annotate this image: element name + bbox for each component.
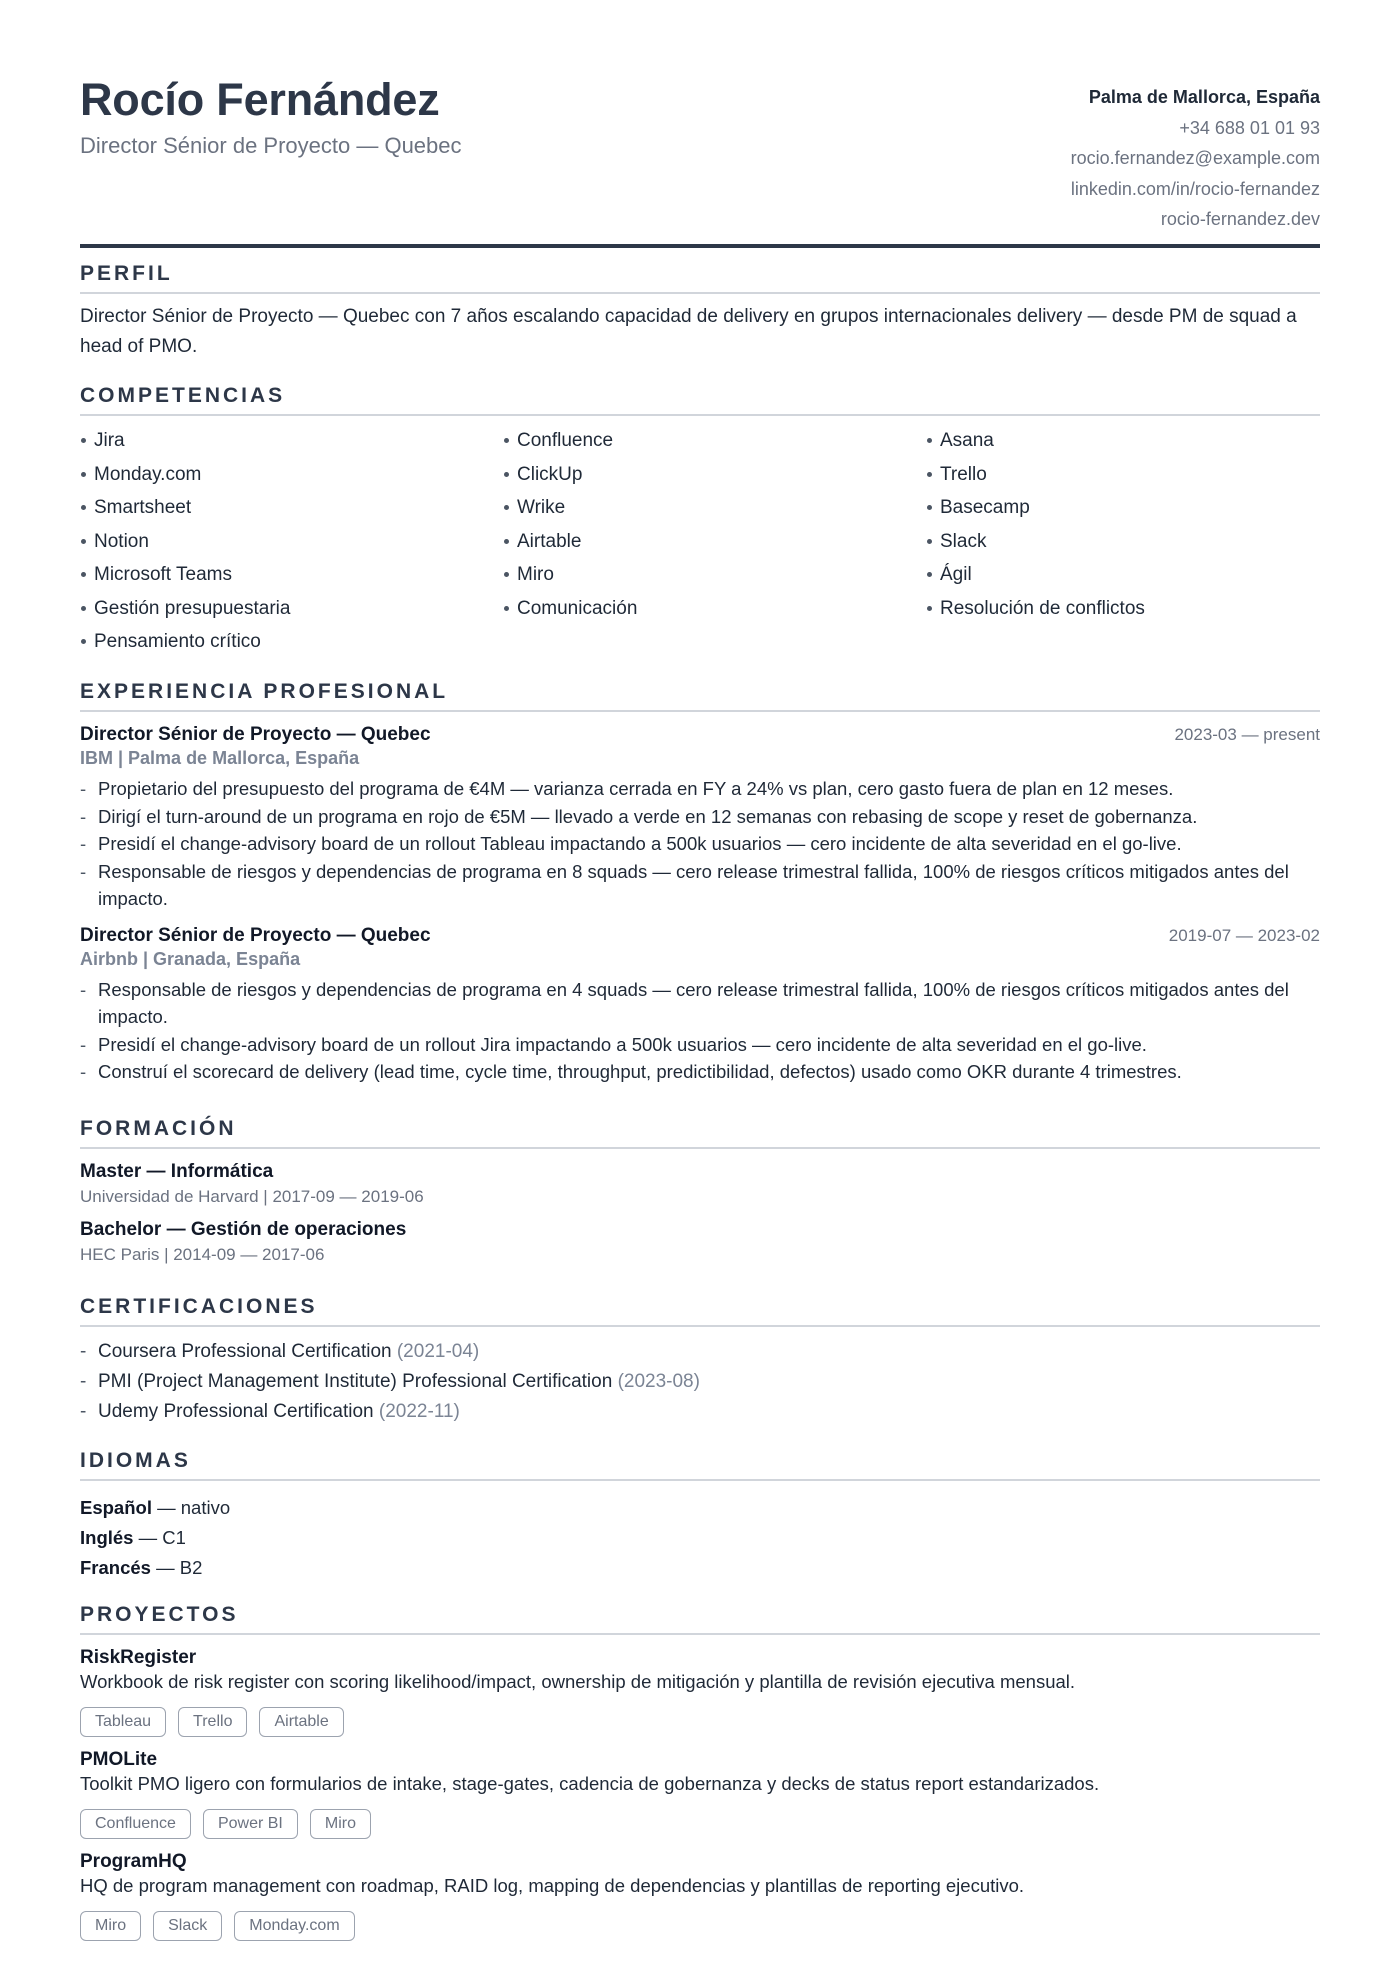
- education-degree: Bachelor — Gestión de operaciones: [80, 1219, 407, 1240]
- skill-item: [503, 525, 926, 559]
- achievement-item: - Propietario del presupuesto del programa de €4M — varianza cerrada en FY a 24% vs plan, cero gasto fuera de plan en 12 meses.: [80, 775, 1320, 803]
- experience-section: [80, 680, 1320, 1086]
- skill-label: Asana: [940, 430, 994, 451]
- skill-item: [926, 592, 1320, 626]
- language-name: Inglés: [80, 1527, 134, 1548]
- certification-date: (2022-11): [378, 1401, 460, 1422]
- skill-item: [503, 592, 926, 626]
- skill-item: [926, 525, 1320, 559]
- section-title-projects: PROYECTOS: [80, 1603, 1320, 1635]
- section-title-education: FORMACIÓN: [80, 1117, 1320, 1149]
- candidate-title: Director Sénior de Proyecto — Quebec: [80, 133, 462, 158]
- languages-list: [80, 1493, 1320, 1583]
- job-title: Director Sénior de Proyecto — Quebec: [80, 724, 431, 745]
- achievement-item: - Dirigí el turn-around de un programa en rojo de €5M — llevado a verde en 12 semanas con rebasing de scope y reset de gobernanza.: [80, 803, 1320, 831]
- skill-item: [80, 458, 503, 492]
- bullet-icon: [504, 438, 509, 443]
- skill-item: [503, 458, 926, 492]
- skill-label: Trello: [940, 463, 987, 485]
- skill-item: [80, 558, 503, 592]
- bullet-icon: [927, 606, 932, 611]
- skill-label: Monday.com: [94, 463, 202, 485]
- skill-label: Slack: [940, 530, 987, 552]
- bullet-icon: [504, 606, 509, 611]
- bullet-icon: [81, 606, 86, 611]
- skill-label: Confluence: [517, 430, 614, 451]
- skill-label: Airtable: [517, 530, 582, 552]
- bullet-icon: [927, 438, 932, 443]
- bullet-icon: [504, 539, 509, 544]
- tech-tag: Slack: [153, 1911, 222, 1941]
- education-meta: Universidad de Harvard | 2017-09 — 2019-06: [80, 1187, 424, 1206]
- certification-name: Coursera Professional Certification: [98, 1341, 392, 1362]
- certification-name: PMI (Project Management Institute) Professional Certification: [98, 1371, 613, 1392]
- certification-date: (2023-08): [617, 1371, 700, 1392]
- profile-section: [80, 262, 1320, 362]
- project-description: Toolkit PMO ligero con formularios de intake, stage-gates, cadencia de gobernanza y decks de status report estandarizados.: [80, 1773, 1100, 1794]
- education-degree: Master — Informática: [80, 1161, 274, 1182]
- tech-tag: Airtable: [259, 1707, 343, 1737]
- skill-item: [503, 491, 926, 525]
- bullet-icon: [504, 472, 509, 477]
- skill-label: Notion: [94, 530, 149, 552]
- section-title-languages: IDIOMAS: [80, 1449, 1320, 1481]
- job-dates: 2023-03 — present: [1174, 725, 1320, 744]
- projects-section: [80, 1603, 1320, 1941]
- skill-label: Comunicación: [517, 597, 638, 619]
- skill-label: Wrike: [517, 497, 566, 518]
- tech-tag: Power BI: [203, 1809, 298, 1839]
- achievement-item: - Responsable de riesgos y dependencias de programa en 8 squads — cero release trimestral fallida, 100% de riesgos críticos mitigados antes del impacto.: [80, 858, 1320, 913]
- achievement-item: - Presidí el change-advisory board de un rollout Tableau impactando a 500k usuarios — cero incidente de alta severidad en el go-live.: [80, 830, 1320, 858]
- education-entry: [80, 1161, 1320, 1207]
- skills-grid: [80, 424, 1320, 659]
- certification-name: Udemy Professional Certification: [98, 1401, 374, 1422]
- skill-item: [503, 424, 926, 458]
- tech-tag: Tableau: [80, 1707, 166, 1737]
- languages-section: [80, 1449, 1320, 1583]
- project-tags: [80, 1911, 1320, 1941]
- project-entry: [80, 1647, 1320, 1737]
- education-section: [80, 1117, 1320, 1265]
- project-description: HQ de program management con roadmap, RAID log, mapping de dependencias y plantillas de reporting ejecutivo.: [80, 1875, 1025, 1896]
- project-name: ProgramHQ: [80, 1851, 187, 1872]
- language-level: — C1: [133, 1527, 186, 1548]
- bullet-icon: [81, 639, 86, 644]
- resume-header: [80, 0, 1320, 248]
- skill-item: [926, 424, 1320, 458]
- bullet-icon: [504, 572, 509, 577]
- skill-item: [80, 491, 503, 525]
- job-entry: [80, 724, 1320, 913]
- bullet-icon: [81, 572, 86, 577]
- tech-tag: Confluence: [80, 1809, 191, 1839]
- bullet-icon: [927, 472, 932, 477]
- certification-date: (2021-04): [396, 1341, 480, 1362]
- achievement-item: - Presidí el change-advisory board de un rollout Jira impactando a 500k usuarios — cero incidente de alta severidad en el go-live.: [80, 1031, 1320, 1059]
- language-item: [80, 1493, 1320, 1523]
- tech-tag: Monday.com: [234, 1911, 354, 1941]
- certification-item: [80, 1397, 1320, 1427]
- education-entry: [80, 1219, 1320, 1265]
- tech-tag: Miro: [80, 1911, 141, 1941]
- project-tags: [80, 1809, 1320, 1839]
- language-level: — B2: [150, 1557, 203, 1578]
- skill-label: Ágil: [940, 564, 972, 585]
- certification-item: [80, 1367, 1320, 1397]
- project-tags: [80, 1707, 1320, 1737]
- tech-tag: Miro: [310, 1809, 371, 1839]
- tech-tag: Trello: [178, 1707, 247, 1737]
- skill-label: ClickUp: [517, 463, 583, 485]
- education-meta: HEC Paris | 2014-09 — 2017-06: [80, 1245, 325, 1264]
- skill-item: [80, 424, 503, 458]
- achievement-item: - Construí el scorecard de delivery (lead time, cycle time, throughput, predictibilidad, defectos) usado como OKR durante 4 trimestres.: [80, 1058, 1320, 1086]
- skill-label: Smartsheet: [94, 497, 192, 518]
- bullet-icon: [81, 472, 86, 477]
- bullet-icon: [81, 505, 86, 510]
- project-entry: [80, 1851, 1320, 1941]
- job-achievements: [80, 976, 1320, 1086]
- skill-item: [80, 592, 503, 626]
- job-achievements: [80, 775, 1320, 913]
- bullet-icon: [927, 505, 932, 510]
- project-name: PMOLite: [80, 1749, 158, 1770]
- skills-section: [80, 384, 1320, 659]
- job-entry: [80, 925, 1320, 1086]
- contact-linkedin[interactable]: linkedin.com/in/rocio-fernandez: [1070, 178, 1320, 199]
- bullet-icon: [81, 438, 86, 443]
- skill-item: [926, 491, 1320, 525]
- project-entry: [80, 1749, 1320, 1839]
- resume-page: [80, 0, 1320, 1934]
- project-description: Workbook de risk register con scoring likelihood/impact, ownership de mitigación y plantilla de revisión ejecutiva mensual.: [80, 1671, 1076, 1692]
- skill-item: [926, 558, 1320, 592]
- language-item: [80, 1523, 1320, 1553]
- section-title-profile: PERFIL: [80, 262, 1320, 294]
- bullet-icon: [504, 505, 509, 510]
- contact-block: [1071, 82, 1320, 235]
- contact-email[interactable]: rocio.fernandez@example.com: [1070, 148, 1320, 168]
- candidate-name: Rocío Fernández: [80, 74, 440, 125]
- section-title-skills: COMPETENCIAS: [80, 384, 1320, 416]
- section-title-certifications: CERTIFICACIONES: [80, 1295, 1320, 1327]
- language-item: [80, 1553, 1320, 1583]
- certification-item: [80, 1337, 1320, 1367]
- bullet-icon: [927, 572, 932, 577]
- job-company: IBM | Palma de Mallorca, España: [80, 748, 360, 768]
- contact-location: Palma de Mallorca, España: [1088, 87, 1320, 107]
- skill-item: [80, 625, 503, 659]
- skill-label: Microsoft Teams: [94, 564, 232, 585]
- contact-website[interactable]: rocio-fernandez.dev: [1160, 209, 1320, 229]
- section-title-experience: EXPERIENCIA PROFESIONAL: [80, 680, 1320, 712]
- language-level: — nativo: [151, 1497, 231, 1518]
- bullet-icon: [81, 539, 86, 544]
- achievement-item: - Responsable de riesgos y dependencias de programa en 4 squads — cero release trimestral fallida, 100% de riesgos críticos mitigados antes del impacto.: [80, 976, 1320, 1031]
- skill-label: Gestión presupuestaria: [94, 597, 291, 619]
- skill-label: Miro: [517, 564, 554, 585]
- job-title: Director Sénior de Proyecto — Quebec: [80, 924, 431, 946]
- skill-label: Basecamp: [940, 497, 1030, 518]
- contact-phone: +34 688 01 01 93: [1179, 117, 1320, 138]
- skill-label: Pensamiento crítico: [94, 631, 261, 652]
- job-dates: 2019-07 — 2023-02: [1168, 925, 1320, 945]
- job-company: Airbnb | Granada, España: [80, 948, 301, 969]
- project-name: RiskRegister: [80, 1647, 197, 1668]
- skill-label: Jira: [94, 430, 125, 451]
- language-name: Francés: [80, 1557, 151, 1578]
- skill-label: Resolución de conflictos: [940, 597, 1145, 619]
- language-name: Español: [80, 1497, 152, 1518]
- profile-text: Director Sénior de Proyecto — Quebec con 7 años escalando capacidad de delivery en grupos internacionales delivery — desde PM de squad a head of PMO.: [80, 306, 1297, 357]
- skill-item: [80, 525, 503, 559]
- certifications-section: [80, 1295, 1320, 1427]
- bullet-icon: [927, 539, 932, 544]
- certifications-list: [80, 1337, 1320, 1427]
- skill-item: [503, 558, 926, 592]
- skill-item: [926, 458, 1320, 492]
